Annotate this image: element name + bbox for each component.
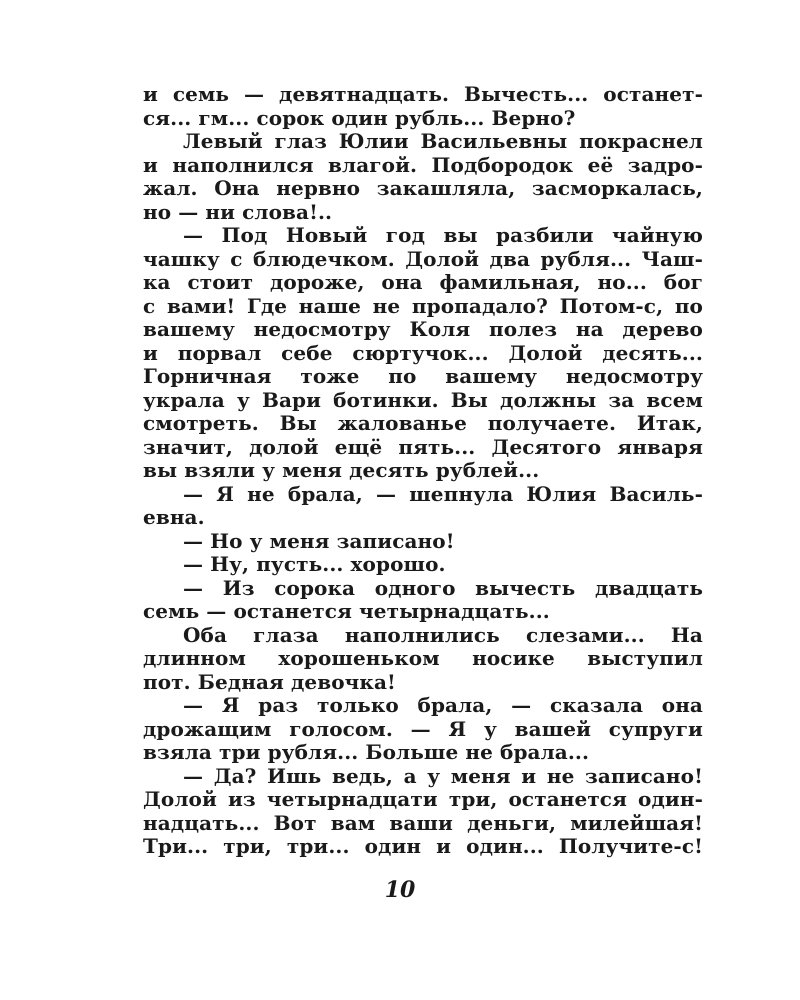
text-line: ка стоит дороже, она фамильная, но... бог bbox=[143, 270, 703, 294]
text-line: вашему недосмотру Коля полез на дерево bbox=[143, 317, 703, 341]
text-line: значит, долой ещё пять... Десятого января bbox=[143, 434, 703, 459]
text-line: — Под Новый год вы разбили чайную bbox=[183, 223, 703, 247]
text-line: длинном хорошеньком носике выступил bbox=[143, 646, 703, 670]
text-line: Горничная тоже по вашему недосмотру bbox=[143, 364, 703, 388]
text-line: семь — останется четырнадцать... bbox=[143, 599, 550, 623]
text-line: чашку с блюдечком. Долой два рубля... Чаш- bbox=[143, 246, 703, 271]
text-line: украла у Вари ботинки. Вы должны за всем bbox=[143, 387, 703, 412]
text-line: Оба глаза наполнились слезами... На bbox=[183, 622, 703, 647]
text-line: — Из сорока одного вычесть двадцать bbox=[183, 575, 703, 600]
text-line: пот. Бедная девочка! bbox=[143, 669, 396, 694]
text-line: Три... три, три... один и один... Получите-с! bbox=[143, 834, 703, 858]
text-line: взяла три рубля... Больше не брала... bbox=[143, 740, 590, 764]
text-line: ся... гм... сорок один рубль... Верно? bbox=[143, 105, 576, 130]
text-line: но — ни слова!.. bbox=[143, 199, 333, 224]
text-line: Долой из четырнадцати три, останется один- bbox=[143, 787, 703, 811]
page-number: 10 bbox=[384, 877, 416, 903]
text-line: и наполнился влагой. Подбородок её задро- bbox=[143, 152, 703, 177]
text-line: с вами! Где наше не пропадало? Потом-с, по bbox=[143, 293, 703, 318]
text-line: вы взяли у меня десять рублей... bbox=[143, 458, 540, 482]
text-line: дрожащим голосом. — Я у вашей супруги bbox=[143, 716, 703, 741]
text-line: — Но у меня записано! bbox=[183, 528, 455, 553]
text-line: надцать... Вот вам ваши деньги, милейшая! bbox=[143, 810, 703, 835]
document-page bbox=[143, 83, 703, 859]
text-line: жал. Она нервно закашляла, засморкалась, bbox=[143, 176, 703, 200]
text-line: — Ну, пусть... хорошо. bbox=[183, 552, 446, 576]
text-line: смотреть. Вы жалованье получаете. Итак, bbox=[143, 411, 703, 435]
text-line: — Да? Ишь ведь, а у меня и не записано! bbox=[183, 763, 703, 788]
text-line: евна. bbox=[143, 505, 205, 529]
text-line: и порвал себе сюртучок... Долой десять... bbox=[143, 340, 703, 365]
text-line: — Я не брала, — шепнула Юлия Василь- bbox=[183, 481, 703, 506]
text-line: и семь — девятнадцать. Вычесть... останет- bbox=[143, 82, 703, 106]
text-line: — Я раз только брала, — сказала она bbox=[183, 693, 703, 717]
text-line: Левый глаз Юлии Васильевны покраснел bbox=[183, 129, 703, 153]
